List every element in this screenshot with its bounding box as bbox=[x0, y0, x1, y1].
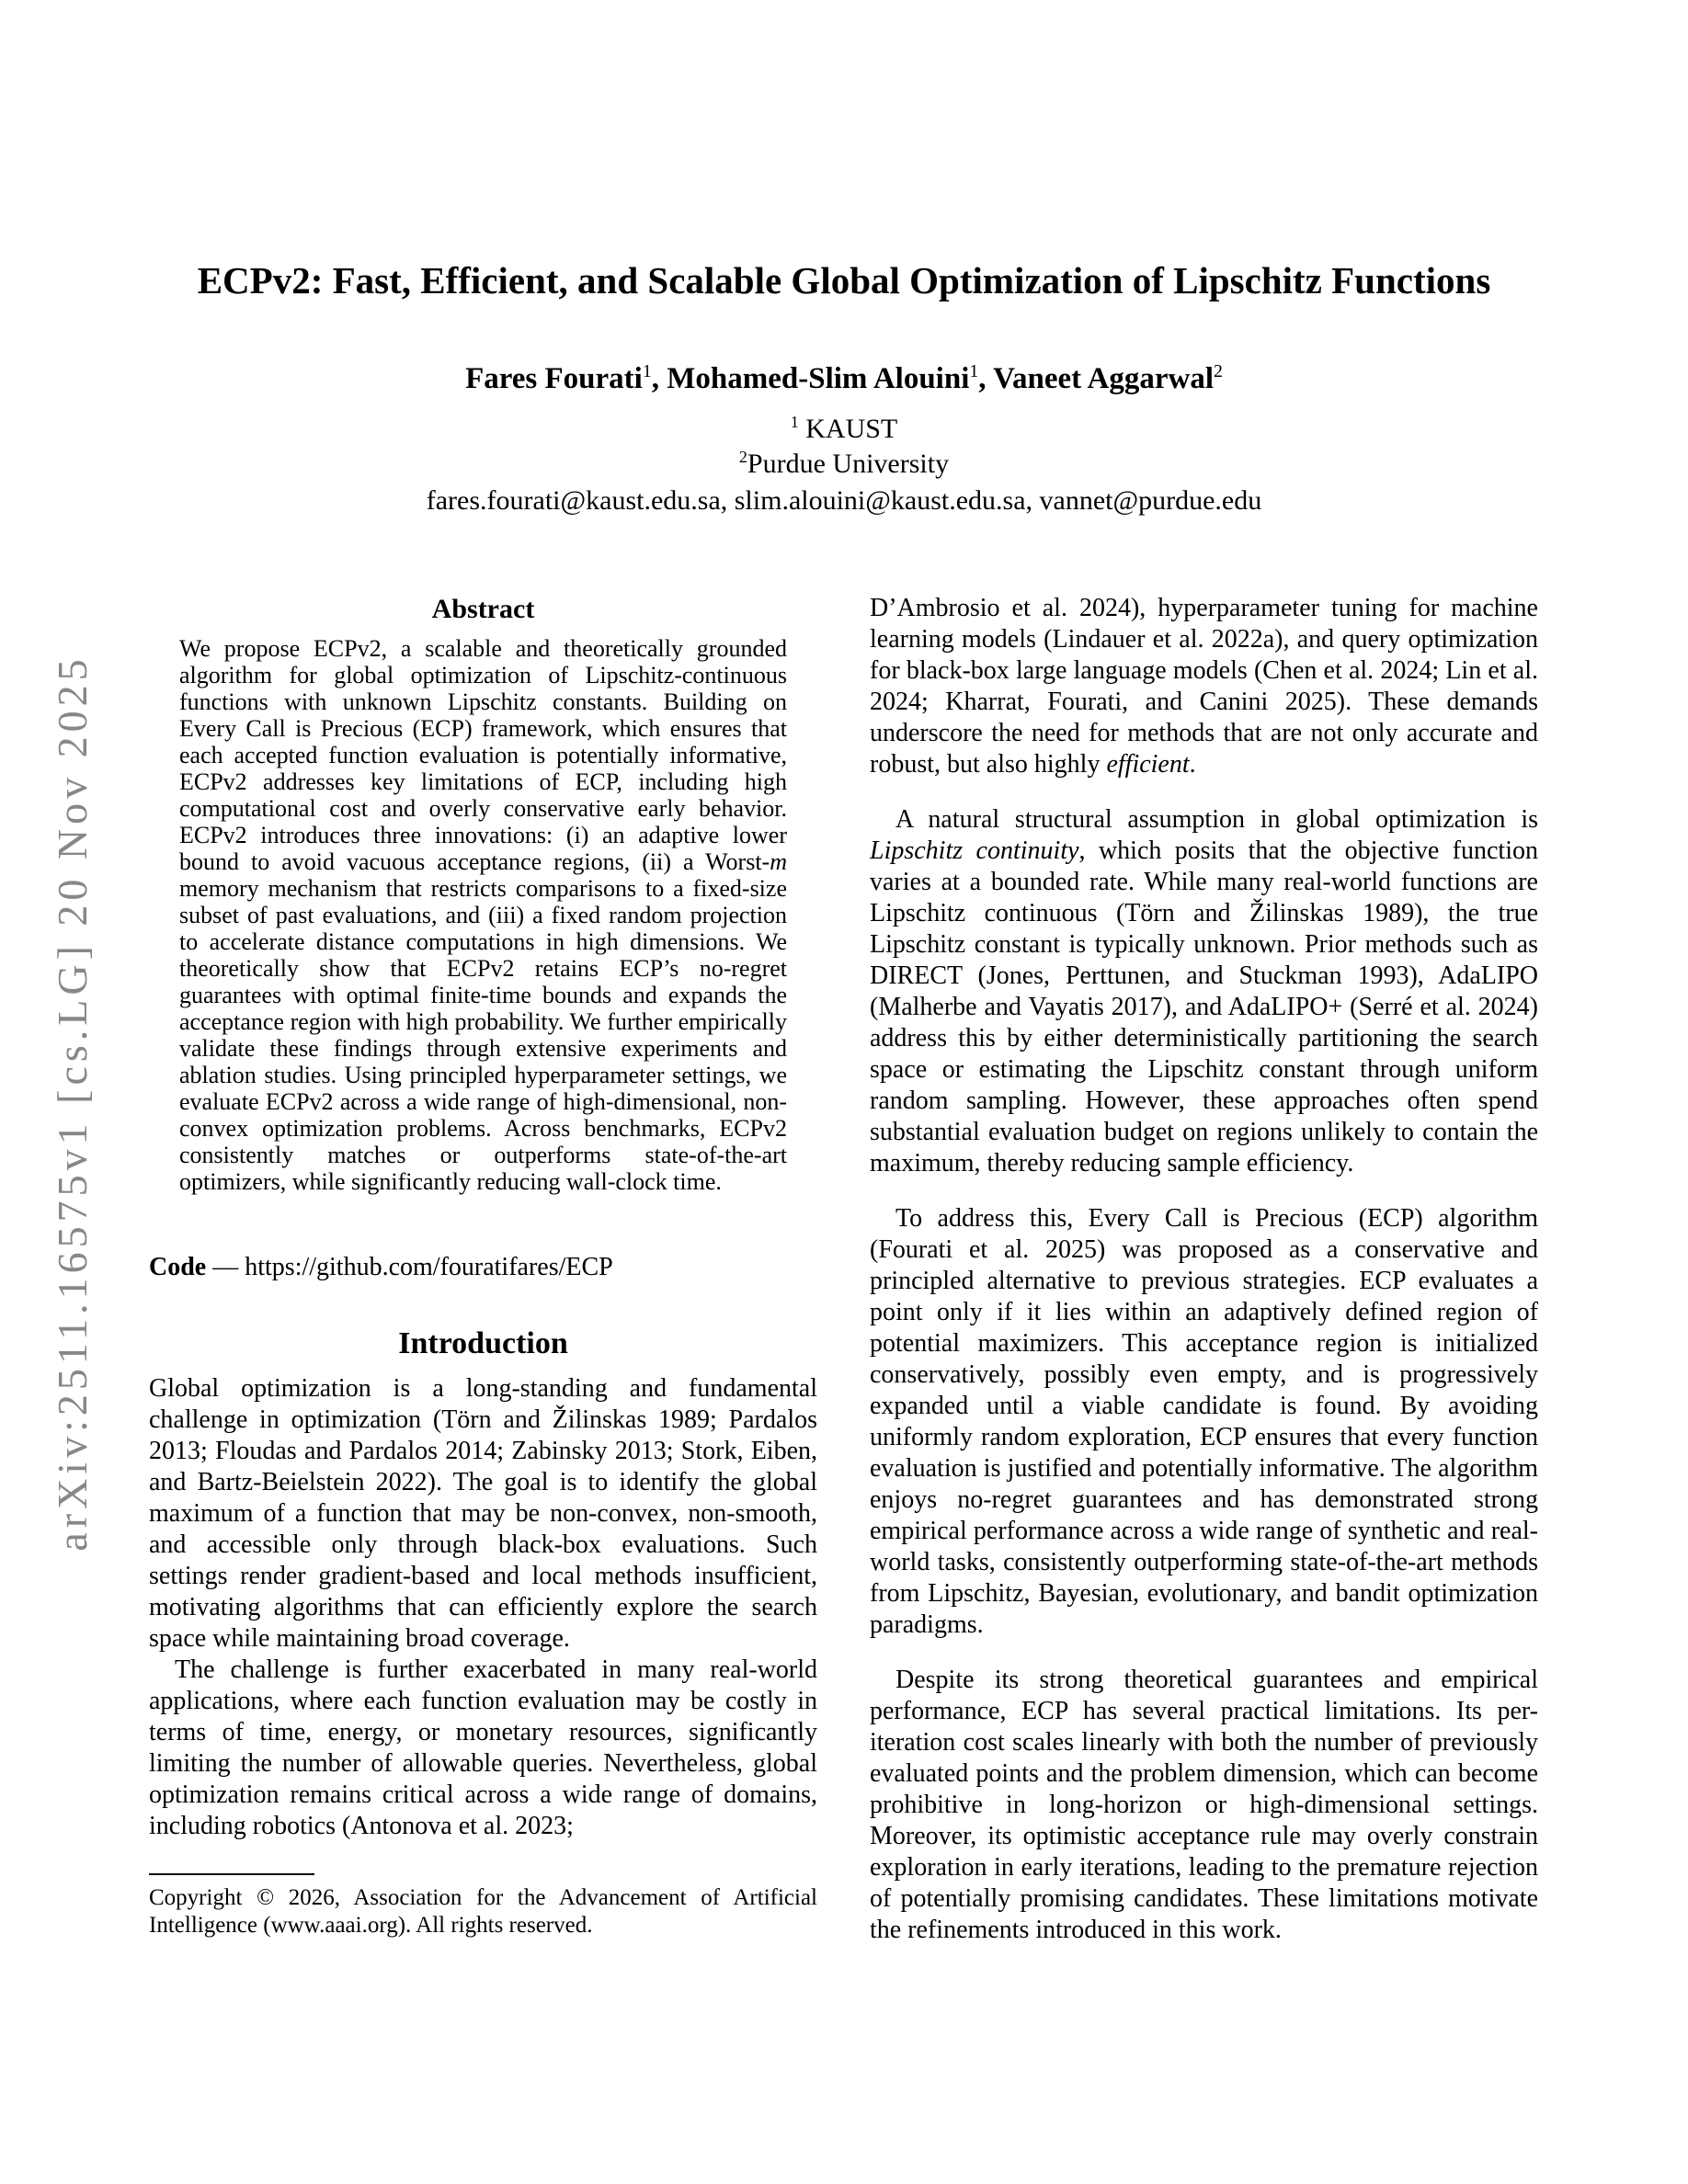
right-paragraph-2: A natural structural assumption in global optimization is Lipschitz continuity, which posits that the objective function varies at a bounded rate. While many real-world functions are Lipschitz continuous (Törn and Žilinskas 1989), the true Lipschitz constant is typically unknown. Prior methods such as DIRECT (Jones, Perttunen, and Stuckman 1993), AdaLIPO (Malherbe and Vayatis 2017), and AdaLIPO+ (Serré et al. 2024) address this by either deterministically partitioning the search space or estimating the Lipschitz constant through uniform random sampling. However, these approaches often spend substantial evaluation budget on regions unlikely to contain the maximum, thereby reducing sample efficiency. bbox=[870, 805, 1538, 1177]
right-paragraph-3: To address this, Every Call is Precious (ECP) algorithm (Fourati et al. 2025) was proposed as a conservative and principled alternative to previous strategies. ECP evaluates a point only if it lies within an adaptively defined region of potential maximizers. This acceptance region is initialized conservatively, possibly even empty, and is progressively expanded until a viable candidate is found. By avoiding uniformly random exploration, ECP ensures that every function evaluation is justified and potentially informative. The algorithm enjoys no-regret guarantees and has demonstrated strong empirical performance across a wide range of synthetic and real-world tasks, consistently outperforming state-of-the-art methods from Lipschitz, Bayesian, evolutionary, and bandit optimization paradigms. bbox=[870, 1204, 1538, 1639]
introduction-heading: Introduction bbox=[398, 1326, 568, 1360]
paper-title: ECPv2: Fast, Efficient, and Scalable Global Optimization of Lipschitz Functions bbox=[197, 259, 1491, 301]
paper-header bbox=[0, 0, 1688, 517]
abstract-heading: Abstract bbox=[431, 594, 535, 624]
footnote-rule bbox=[149, 1873, 314, 1875]
authors-line: Fares Fourati$^1$, Mohamed-Slim Alouini$^1$, Vaneet Aggarwal$^2$ bbox=[465, 361, 1223, 395]
footnote-block bbox=[149, 1873, 817, 1939]
right-column bbox=[870, 593, 1538, 1946]
abstract-body: We propose ECPv2, a scalable and theoretically grounded algorithm for global optimization of Lipschitz-continuous functions with unknown Lipschitz constants. Building on Every Call is Precious (ECP) framework, which ensures that each accepted function evaluation is potentially informative, ECPv2 addresses key limitations of ECP, including high computational cost and overly conservative early behavior. ECPv2 introduces three innovations: (i) an adaptive lower bound to avoid vacuous acceptance regions, (ii) a Worst-m memory mechanism that restricts comparisons to a fixed-size subset of past evaluations, and (iii) a fixed random projection to accelerate distance computations in high dimensions. We theoretically show that ECPv2 retains ECP’s no-regret guarantees with optimal finite-time bounds and expands the acceptance region with high probability. We further empirically validate these findings through extensive experiments and ablation studies. Using principled hyperparameter settings, we evaluate ECPv2 across a wide range of high-dimensional, non-convex optimization problems. Across benchmarks, ECPv2 consistently matches or outperforms state-of-the-art optimizers, while significantly reducing wall-clock time. bbox=[179, 635, 787, 1195]
affiliation-kaust: $^1$ KAUST bbox=[790, 413, 898, 444]
code-line bbox=[149, 1252, 817, 1283]
right-paragraph-4: Despite its strong theoretical guarantees and empirical performance, ECP has several practical limitations. Its per-iteration cost scales linearly with both the number of previously evaluated points and the problem dimension, which can become prohibitive in long-horizon or high-dimensional settings. Moreover, its optimistic acceptance rule may overly constrain exploration in early iterations, leading to the premature rejection of potentially promising candidates. These limitations motivate the refinements introduced in this work. bbox=[870, 1666, 1538, 1944]
arxiv-watermark-text: arXiv:2511.16575v1 [cs.LG] 20 Nov 2025 bbox=[49, 654, 96, 1552]
code-link[interactable]: https://github.com/fouratifares/ECP bbox=[245, 1253, 613, 1281]
left-column bbox=[149, 593, 817, 1939]
arxiv-watermark bbox=[48, 547, 97, 1659]
intro-paragraph-2: The challenge is further exacerbated in many real-world applications, where each function evaluation may be costly in terms of time, energy, or monetary resources, significantly limiting the number of allowable queries. Nevertheless, global optimization remains critical across a wide range of domains, including robotics (Antonova et al. 2023; bbox=[149, 1655, 817, 1840]
affiliation-purdue: $^2$Purdue University bbox=[738, 448, 950, 479]
copyright-notice: Copyright © 2026, Association for the Advancement of Artificial Intelligence (www.aaai.org). All rights reserved. bbox=[149, 1885, 817, 1938]
code-separator: — bbox=[206, 1253, 245, 1281]
right-paragraph-1: D’Ambrosio et al. 2024), hyperparameter tuning for machine learning models (Lindauer et al. 2022a), and query optimization for black-box large language models (Chen et al. 2024; Lin et al. 2024; Kharrat, Fourati, and Canini 2025). These demands underscore the need for methods that are not only accurate and robust, but also highly efficient. bbox=[870, 594, 1538, 779]
emails-line: fares.fourati@kaust.edu.sa, slim.alouini@kaust.edu.sa, vannet@purdue.edu bbox=[426, 485, 1262, 516]
intro-paragraph-1: Global optimization is a long-standing and fundamental challenge in optimization (Törn and Žilinskas 1989; Pardalos 2013; Floudas and Pardalos 2014; Zabinsky 2013; Stork, Eiben, and Bartz-Beielstein 2022). The goal is to identify the global maximum of a function that may be non-convex, non-smooth, and accessible only through black-box evaluations. Such settings render gradient-based and local methods insufficient, motivating algorithms that can efficiently explore the search space while maintaining broad coverage. bbox=[149, 1374, 817, 1653]
code-label: Code bbox=[149, 1253, 207, 1281]
two-column-body bbox=[149, 593, 1539, 1946]
